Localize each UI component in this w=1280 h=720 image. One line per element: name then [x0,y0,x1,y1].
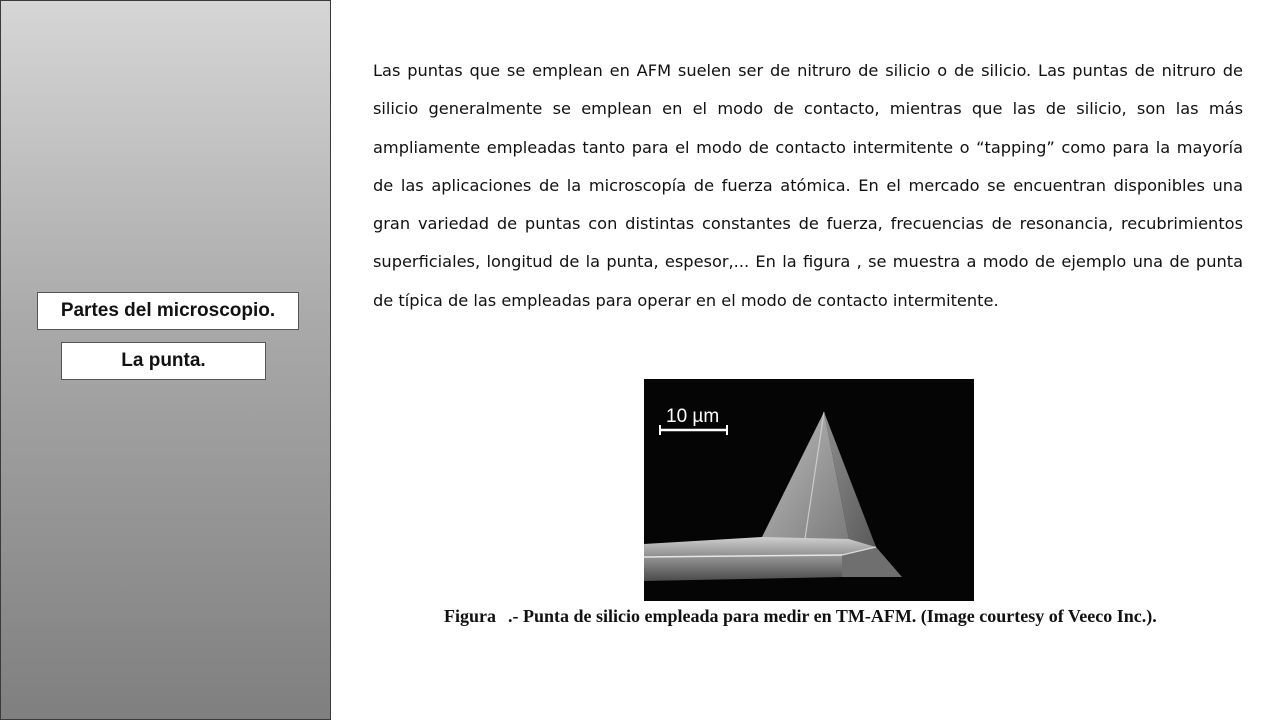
figure-caption [444,606,1224,627]
body-paragraph: Las puntas que se emplean en AFM suelen ser de nitruro de silicio o de silicio. Las puntas de nitruro de silicio generalmente se emplean en el modo de contacto, mientras que las de silicio, son las más ampliamente empleadas tanto para el modo de contacto intermitente o “tapping” como para la mayoría de las aplicaciones de la microscopía de fuerza atómica. En el mercado se encuentran disponibles una gran variedad de puntas con distintas constantes de fuerza, frecuencias de resonancia, recubrimientos superficiales, longitud de la punta, espesor,... En la figura , se muestra a modo de ejemplo una de punta de típica de las empleadas para operar en el modo de contacto intermitente. [373,61,1243,310]
pyramid-tip [762,412,876,547]
afm-tip-micrograph [644,379,974,601]
cantilever-beam [644,537,902,581]
scale-bar [660,406,727,435]
caption-text: .- Punta de silicio empleada para medir en TM-AFM. (Image courtesy of Veeco Inc.). [508,606,1157,626]
scale-bar-label: 10 µm [666,406,720,427]
sidebar-panel [0,0,331,720]
section-label: Partes del microscopio. [37,292,299,330]
caption-prefix: Figura [444,606,496,626]
topic-label: La punta. [61,342,266,380]
